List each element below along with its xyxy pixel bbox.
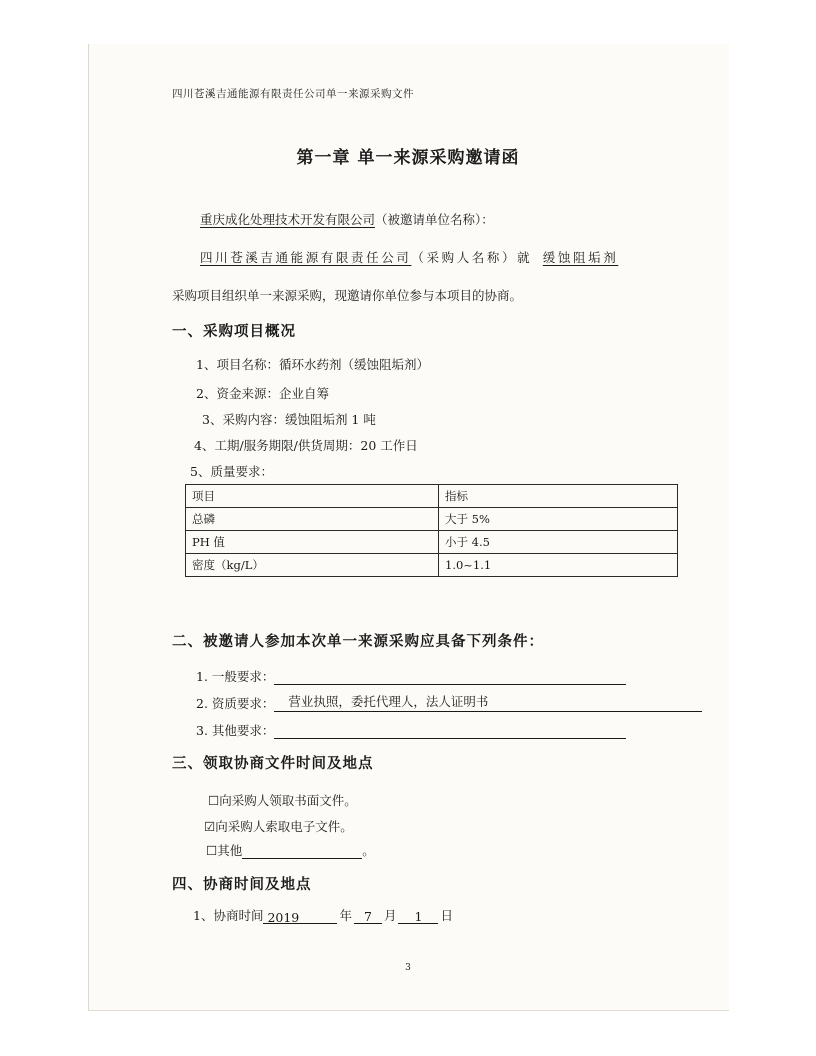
purchaser-name: 四川苍溪吉通能源有限责任公司 (200, 250, 412, 265)
table-cell: 密度（kg/L） (186, 554, 439, 577)
intro-line (200, 248, 618, 266)
other-req-label: 3. 其他要求： (196, 723, 275, 738)
table-header-indicator: 指标 (439, 485, 678, 508)
qualification-req-value: 营业执照，委托代理人，法人证明书 (288, 694, 489, 709)
intro-text: 采购项目组织单一来源采购，现邀请你单位参与本项目的协商。 (172, 288, 523, 303)
section4-heading: 四、协商时间及地点 (172, 876, 312, 893)
item-period: 4、工期/服务期限/供货周期：20 工作日 (194, 438, 418, 453)
invitee-name: 重庆成化处理技术开发有限公司 (200, 212, 376, 227)
table-cell: 小于 4.5 (439, 531, 678, 554)
qualification-req-line (196, 694, 702, 712)
section3-heading: 三、领取协商文件时间及地点 (172, 755, 374, 772)
year-unit: 年 (339, 908, 352, 923)
general-req-blank (274, 670, 626, 685)
item-project-name: 1、项目名称：循环水药剂（缓蚀阻垢剂） (196, 357, 429, 372)
table-cell: PH 值 (186, 531, 439, 554)
year-value: 2019 (263, 910, 337, 924)
day-unit: 日 (440, 908, 453, 923)
table-row (186, 508, 678, 531)
option-paper-file: ☐向采购人领取书面文件。 (208, 793, 357, 808)
item-content: 3、采购内容：缓蚀阻垢剂 1 吨 (202, 412, 376, 427)
option-other-blank (242, 844, 362, 859)
quality-table (185, 484, 678, 577)
qualification-req-label: 2. 资质要求： (196, 696, 275, 711)
product-name: 缓蚀阻垢剂 (542, 250, 619, 265)
negotiation-time-line (193, 906, 455, 924)
invitee-suffix: （被邀请单位名称）： (375, 212, 494, 227)
table-header-row (186, 485, 678, 508)
table-header-item: 项目 (186, 485, 439, 508)
page-number: 3 (405, 963, 411, 973)
chapter-title: 第一章 单一来源采购邀请函 (296, 148, 520, 168)
invitee-line (200, 210, 494, 228)
month-value: 7 (354, 909, 382, 924)
table-cell: 1.0~1.1 (439, 554, 678, 577)
table-row (186, 531, 678, 554)
table-cell: 大于 5% (439, 508, 678, 531)
section2-heading: 二、被邀请人参加本次单一来源采购应具备下列条件： (172, 633, 544, 650)
negotiation-time-label: 1、协商时间 (193, 908, 264, 923)
option-electronic-file: ☑向采购人索取电子文件。 (204, 819, 353, 834)
qualification-req-blank (274, 694, 702, 712)
general-req-label: 1. 一般要求： (196, 669, 275, 684)
table-cell: 总磷 (186, 508, 439, 531)
other-req-line (196, 721, 626, 739)
document-header: 四川苍溪吉通能源有限责任公司单一来源采购文件 (172, 88, 414, 100)
general-req-line (196, 667, 626, 685)
purchaser-note: （采购人名称）就 (411, 250, 533, 265)
month-unit: 月 (383, 908, 397, 923)
option-other-label: ☐其他 (206, 843, 243, 858)
section1-heading: 一、采购项目概况 (172, 323, 296, 340)
option-other-line (206, 841, 375, 859)
other-req-blank (274, 724, 626, 739)
table-row (186, 554, 678, 577)
day-value: 1 (398, 909, 438, 924)
option-other-end: 。 (362, 843, 375, 858)
item-funding: 2、资金来源：企业自筹 (196, 386, 329, 401)
item-quality: 5、质量要求： (190, 464, 273, 479)
